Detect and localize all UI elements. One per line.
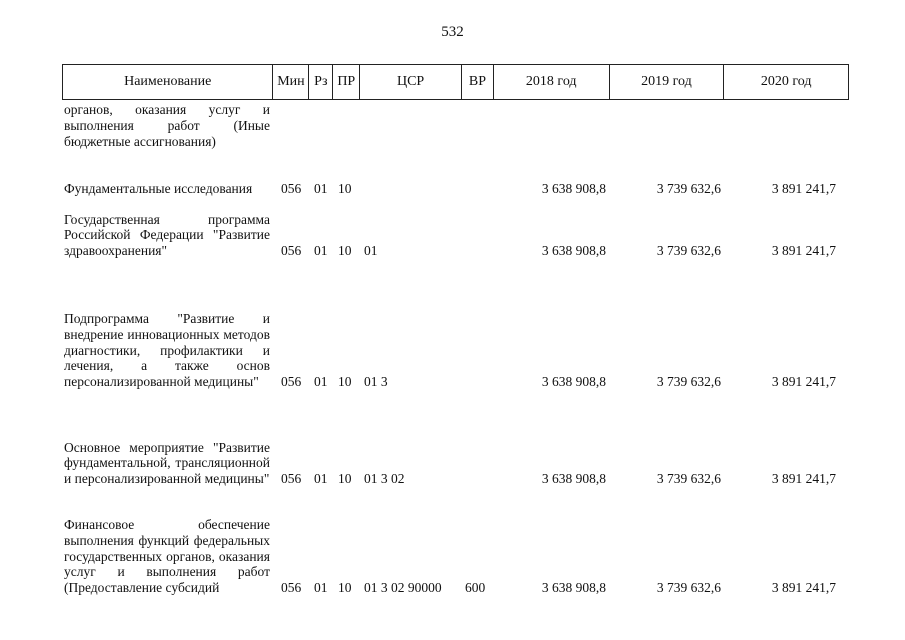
row-rz: 01 bbox=[314, 243, 328, 258]
table-row bbox=[62, 401, 849, 487]
row-2019: 3 739 632,6 bbox=[656, 580, 721, 595]
row-name: Государственная программа Российской Федерации "Развитие здравоохранения" bbox=[64, 211, 270, 259]
table-row bbox=[62, 209, 849, 259]
row-2020: 3 891 241,7 bbox=[771, 181, 836, 196]
row-name: Финансовое обеспечение выполнения функций федеральных государственных органов, оказания услуг и выполнения работ (Предоставление субсидий bbox=[64, 517, 270, 596]
row-2018: 3 638 908,8 bbox=[541, 181, 606, 196]
table-row bbox=[62, 498, 849, 596]
header-pr: ПР bbox=[332, 65, 359, 99]
row-pr: 10 bbox=[338, 471, 352, 486]
row-name: Подпрограмма "Развитие и внедрение инновационных методов диагностики, профилактики и лечения, а также основ персонализированной медицины" bbox=[64, 311, 270, 390]
row-min: 056 bbox=[281, 580, 302, 595]
row-csr: 01 bbox=[364, 243, 378, 258]
row-csr: 01 3 02 90000 bbox=[364, 580, 442, 595]
header-rz: Рз bbox=[308, 65, 332, 99]
row-2019: 3 739 632,6 bbox=[656, 181, 721, 196]
row-2019: 3 739 632,6 bbox=[656, 374, 721, 389]
row-name: Основное мероприятие "Развитие фундаментальной, трансляционной и персонализированной медицины" bbox=[64, 439, 270, 487]
header-vr: ВР bbox=[461, 65, 493, 99]
header-2020: 2020 год bbox=[723, 65, 848, 99]
header-name: Наименование bbox=[124, 74, 212, 89]
row-rz: 01 bbox=[314, 374, 328, 389]
row-min: 056 bbox=[281, 181, 302, 196]
row-2020: 3 891 241,7 bbox=[771, 374, 836, 389]
header-2019: 2019 год bbox=[609, 65, 724, 99]
row-2020: 3 891 241,7 bbox=[771, 580, 836, 595]
table-row bbox=[62, 163, 849, 197]
header-min: Мин bbox=[272, 65, 308, 99]
row-pr: 10 bbox=[338, 580, 352, 595]
page-number: 532 bbox=[441, 24, 464, 40]
table-row bbox=[62, 102, 849, 152]
row-min: 056 bbox=[281, 471, 302, 486]
row-2020: 3 891 241,7 bbox=[771, 471, 836, 486]
row-2018: 3 638 908,8 bbox=[541, 580, 606, 595]
row-rz: 01 bbox=[314, 471, 328, 486]
row-vr: 600 bbox=[465, 580, 486, 595]
table-row bbox=[62, 270, 849, 390]
row-name: Фундаментальные исследования bbox=[64, 181, 253, 197]
row-rz: 01 bbox=[314, 181, 328, 196]
table-header bbox=[62, 64, 849, 100]
row-csr: 01 3 bbox=[364, 374, 388, 389]
row-pr: 10 bbox=[338, 243, 352, 258]
header-csr: ЦСР bbox=[359, 65, 461, 99]
row-2020: 3 891 241,7 bbox=[771, 243, 836, 258]
row-pr: 10 bbox=[338, 374, 352, 389]
row-2018: 3 638 908,8 bbox=[541, 243, 606, 258]
row-2018: 3 638 908,8 bbox=[541, 374, 606, 389]
header-2018: 2018 год bbox=[493, 65, 609, 99]
row-name: органов, оказания услуг и выполнения работ (Иные бюджетные ассигнования) bbox=[64, 102, 270, 149]
row-csr: 01 3 02 bbox=[364, 471, 405, 486]
row-2019: 3 739 632,6 bbox=[656, 471, 721, 486]
row-min: 056 bbox=[281, 374, 302, 389]
row-min: 056 bbox=[281, 243, 302, 258]
row-2019: 3 739 632,6 bbox=[656, 243, 721, 258]
row-rz: 01 bbox=[314, 580, 328, 595]
row-pr: 10 bbox=[338, 181, 352, 196]
row-2018: 3 638 908,8 bbox=[541, 471, 606, 486]
